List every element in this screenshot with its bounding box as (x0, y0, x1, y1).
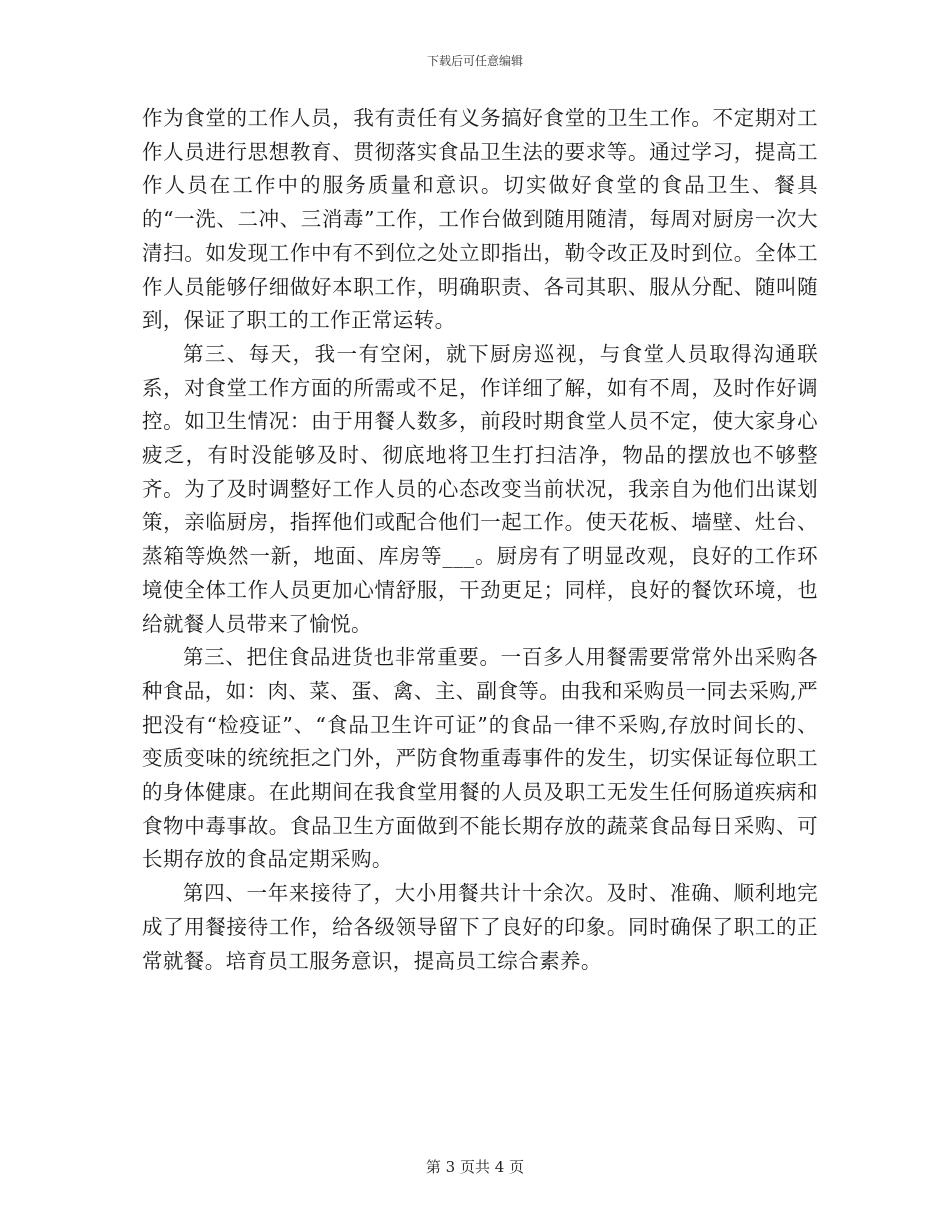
paragraph-food-procurement: 第三、把住食品进货也非常重要。一百多人用餐需要常常外出采购各种食品，如：肉、菜、蛋、禽、主、副食等。由我和采购员一同去采购,严把没有“检疫证”、“食品卫生许可证”的食品一律不采购,存放时间长的、变质变味的统统拒之门外，严防食物重毒事件的发生，切实保证每位职工的身体健康。在此期间在我食堂用餐的人员及职工无发生任何肠道疾病和食物中毒事故。食品卫生方面做到不能长期存放的蔬菜食品每日采购、可长期存放的食品定期采购。 (142, 645, 818, 872)
page-number: 第 3 页共 4 页 (425, 1158, 525, 1176)
paragraph-sanitation-duties: 作为食堂的工作人员，我有责任有义务搞好食堂的卫生工作。不定期对工作人员进行思想教育、贯彻落实食品卫生法的要求等。通过学习，提高工作人员在工作中的服务质量和意识。切实做好食堂的食品卫生、餐具的“一洗、二冲、三消毒”工作，工作台做到随用随清，每周对厨房一次大清扫。如发现工作中有不到位之处立即指出，勒令改正及时到位。全体工作人员能够仔细做好本职工作，明确职责、各司其职、服从分配、随叫随到，保证了职工的工作正常运转。 (142, 106, 818, 333)
document-body (142, 102, 818, 978)
page-header-note: 下载后可任意编辑 (426, 54, 523, 68)
paragraph-meal-reception: 第四、一年来接待了，大小用餐共计十余次。及时、准确、顺利地完成了用餐接待工作，给各级领导留下了良好的印象。同时确保了职工的正常就餐。培育员工服务意识，提高员工综合素养。 (142, 881, 818, 973)
paragraph-kitchen-inspection: 第三、每天，我一有空闲，就下厨房巡视，与食堂人员取得沟通联系，对食堂工作方面的所需或不足，作详细了解，如有不周，及时作好调控。如卫生情况：由于用餐人数多，前段时期食堂人员不定，使大家身心疲乏，有时没能够及时、彻底地将卫生打扫洁净，物品的摆放也不够整齐。为了及时调整好工作人员的心态改变当前状况，我亲自为他们出谋划策，亲临厨房，指挥他们或配合他们一起工作。使天花板、墙壁、灶台、蒸箱等焕然一新，地面、库房等___。厨房有了明显改观，良好的工作环境使全体工作人员更加心情舒服，干劲更足；同样，良好的餐饮环境，也给就餐人员带来了愉悦。 (142, 341, 818, 636)
